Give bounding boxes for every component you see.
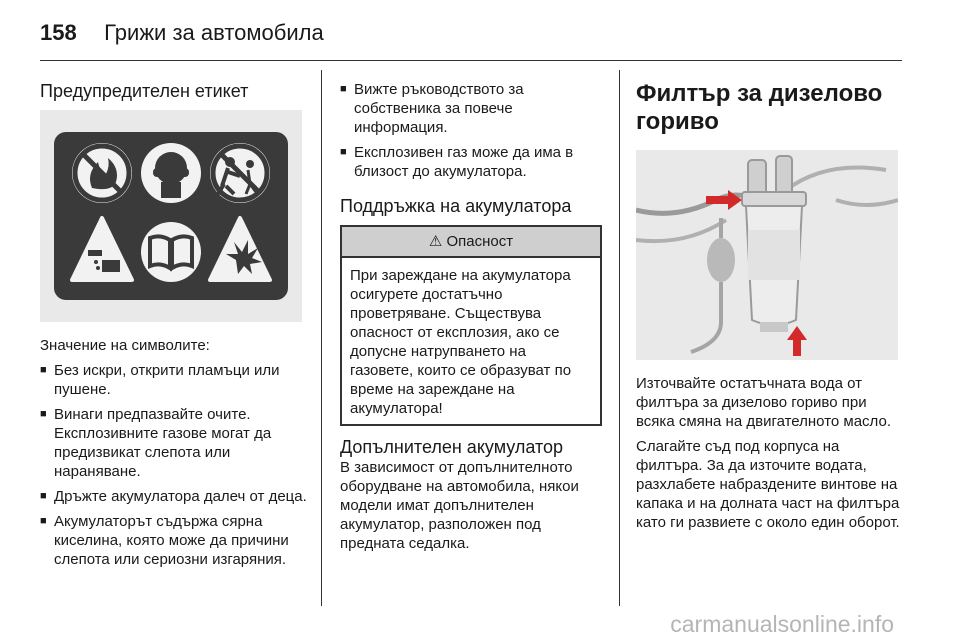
- page-number: 158: [40, 20, 77, 45]
- keep-away-children-icon: [210, 143, 270, 203]
- column-2: [340, 80, 602, 559]
- warning-label-heading: Предупредителен етикет: [40, 81, 249, 101]
- danger-box: [340, 225, 602, 426]
- warning-triangle-icon: ⚠: [428, 233, 443, 250]
- maintenance-heading: Поддръжка на акумулатора: [340, 196, 572, 216]
- column-divider-2: [619, 70, 620, 606]
- column-divider-1: [321, 70, 322, 606]
- manual-book-icon: [141, 222, 201, 282]
- continued-list: [340, 80, 602, 181]
- warning-label-figure: [40, 110, 302, 322]
- list-item: ■ Акумулаторът съдържа сярна киселина, която може да причини слепота или сериозни изгаряния.: [40, 512, 308, 569]
- danger-header: [342, 227, 600, 258]
- extra-battery-heading: Допълнителен акумулатор: [340, 437, 564, 457]
- list-item: ■ Вижте ръководството за собственика за повече информация.: [340, 80, 602, 137]
- danger-text: При зареждане на акумулатора осигурете достатъчно проветряване. Съществува опасност от експлозия, ако се допусне натрупването на газовете, които се образуват по време на зареждане на акумулатора!: [350, 267, 572, 417]
- diesel-filter-heading: Филтър за дизелово гориво: [636, 80, 883, 135]
- column-1: [40, 80, 308, 575]
- header-rule: [40, 60, 902, 61]
- warning-symbols-icon: [40, 110, 302, 322]
- extra-battery-text: В зависимост от допълнителното оборудване на автомобила, някои модели имат допълнителен акумулатор, разположен под предната седалка.: [340, 459, 579, 552]
- watermark: carmanualsonline.info: [670, 611, 894, 637]
- list-item: ■ Дръжте акумулатора далеч от деца.: [40, 487, 308, 506]
- diesel-filter-para-2: Слагайте съд под корпуса на филтъра. За да източите водата, разхлабете набраздените винтове на капака и на долната част на филтъра като ги развиете с около един оборот.: [636, 438, 900, 531]
- list-item: ■ Експлозивен газ може да има в близост до акумулатора.: [340, 143, 602, 181]
- diesel-filter-icon: [636, 150, 898, 360]
- list-item: ■ Винаги предпазвайте очите. Експлозивните газове могат да предизвикат слепота или нараняване.: [40, 405, 308, 481]
- page-header: [40, 20, 324, 46]
- list-item: ■ Без искри, открити пламъци или пушене.: [40, 361, 308, 399]
- no-flame-icon: [72, 143, 132, 203]
- danger-label: Опасност: [446, 233, 514, 250]
- diesel-filter-figure: [636, 150, 898, 360]
- symbols-intro: Значение на символите:: [40, 337, 210, 354]
- symbols-list: [40, 361, 308, 569]
- page-title: Грижи за автомобила: [104, 20, 324, 45]
- column-3: [636, 80, 904, 538]
- diesel-filter-para-1: Източвайте остатъчната вода от филтъра за дизелово гориво при всяка смяна на двигателното масло.: [636, 375, 891, 430]
- eye-protection-icon: [141, 143, 201, 203]
